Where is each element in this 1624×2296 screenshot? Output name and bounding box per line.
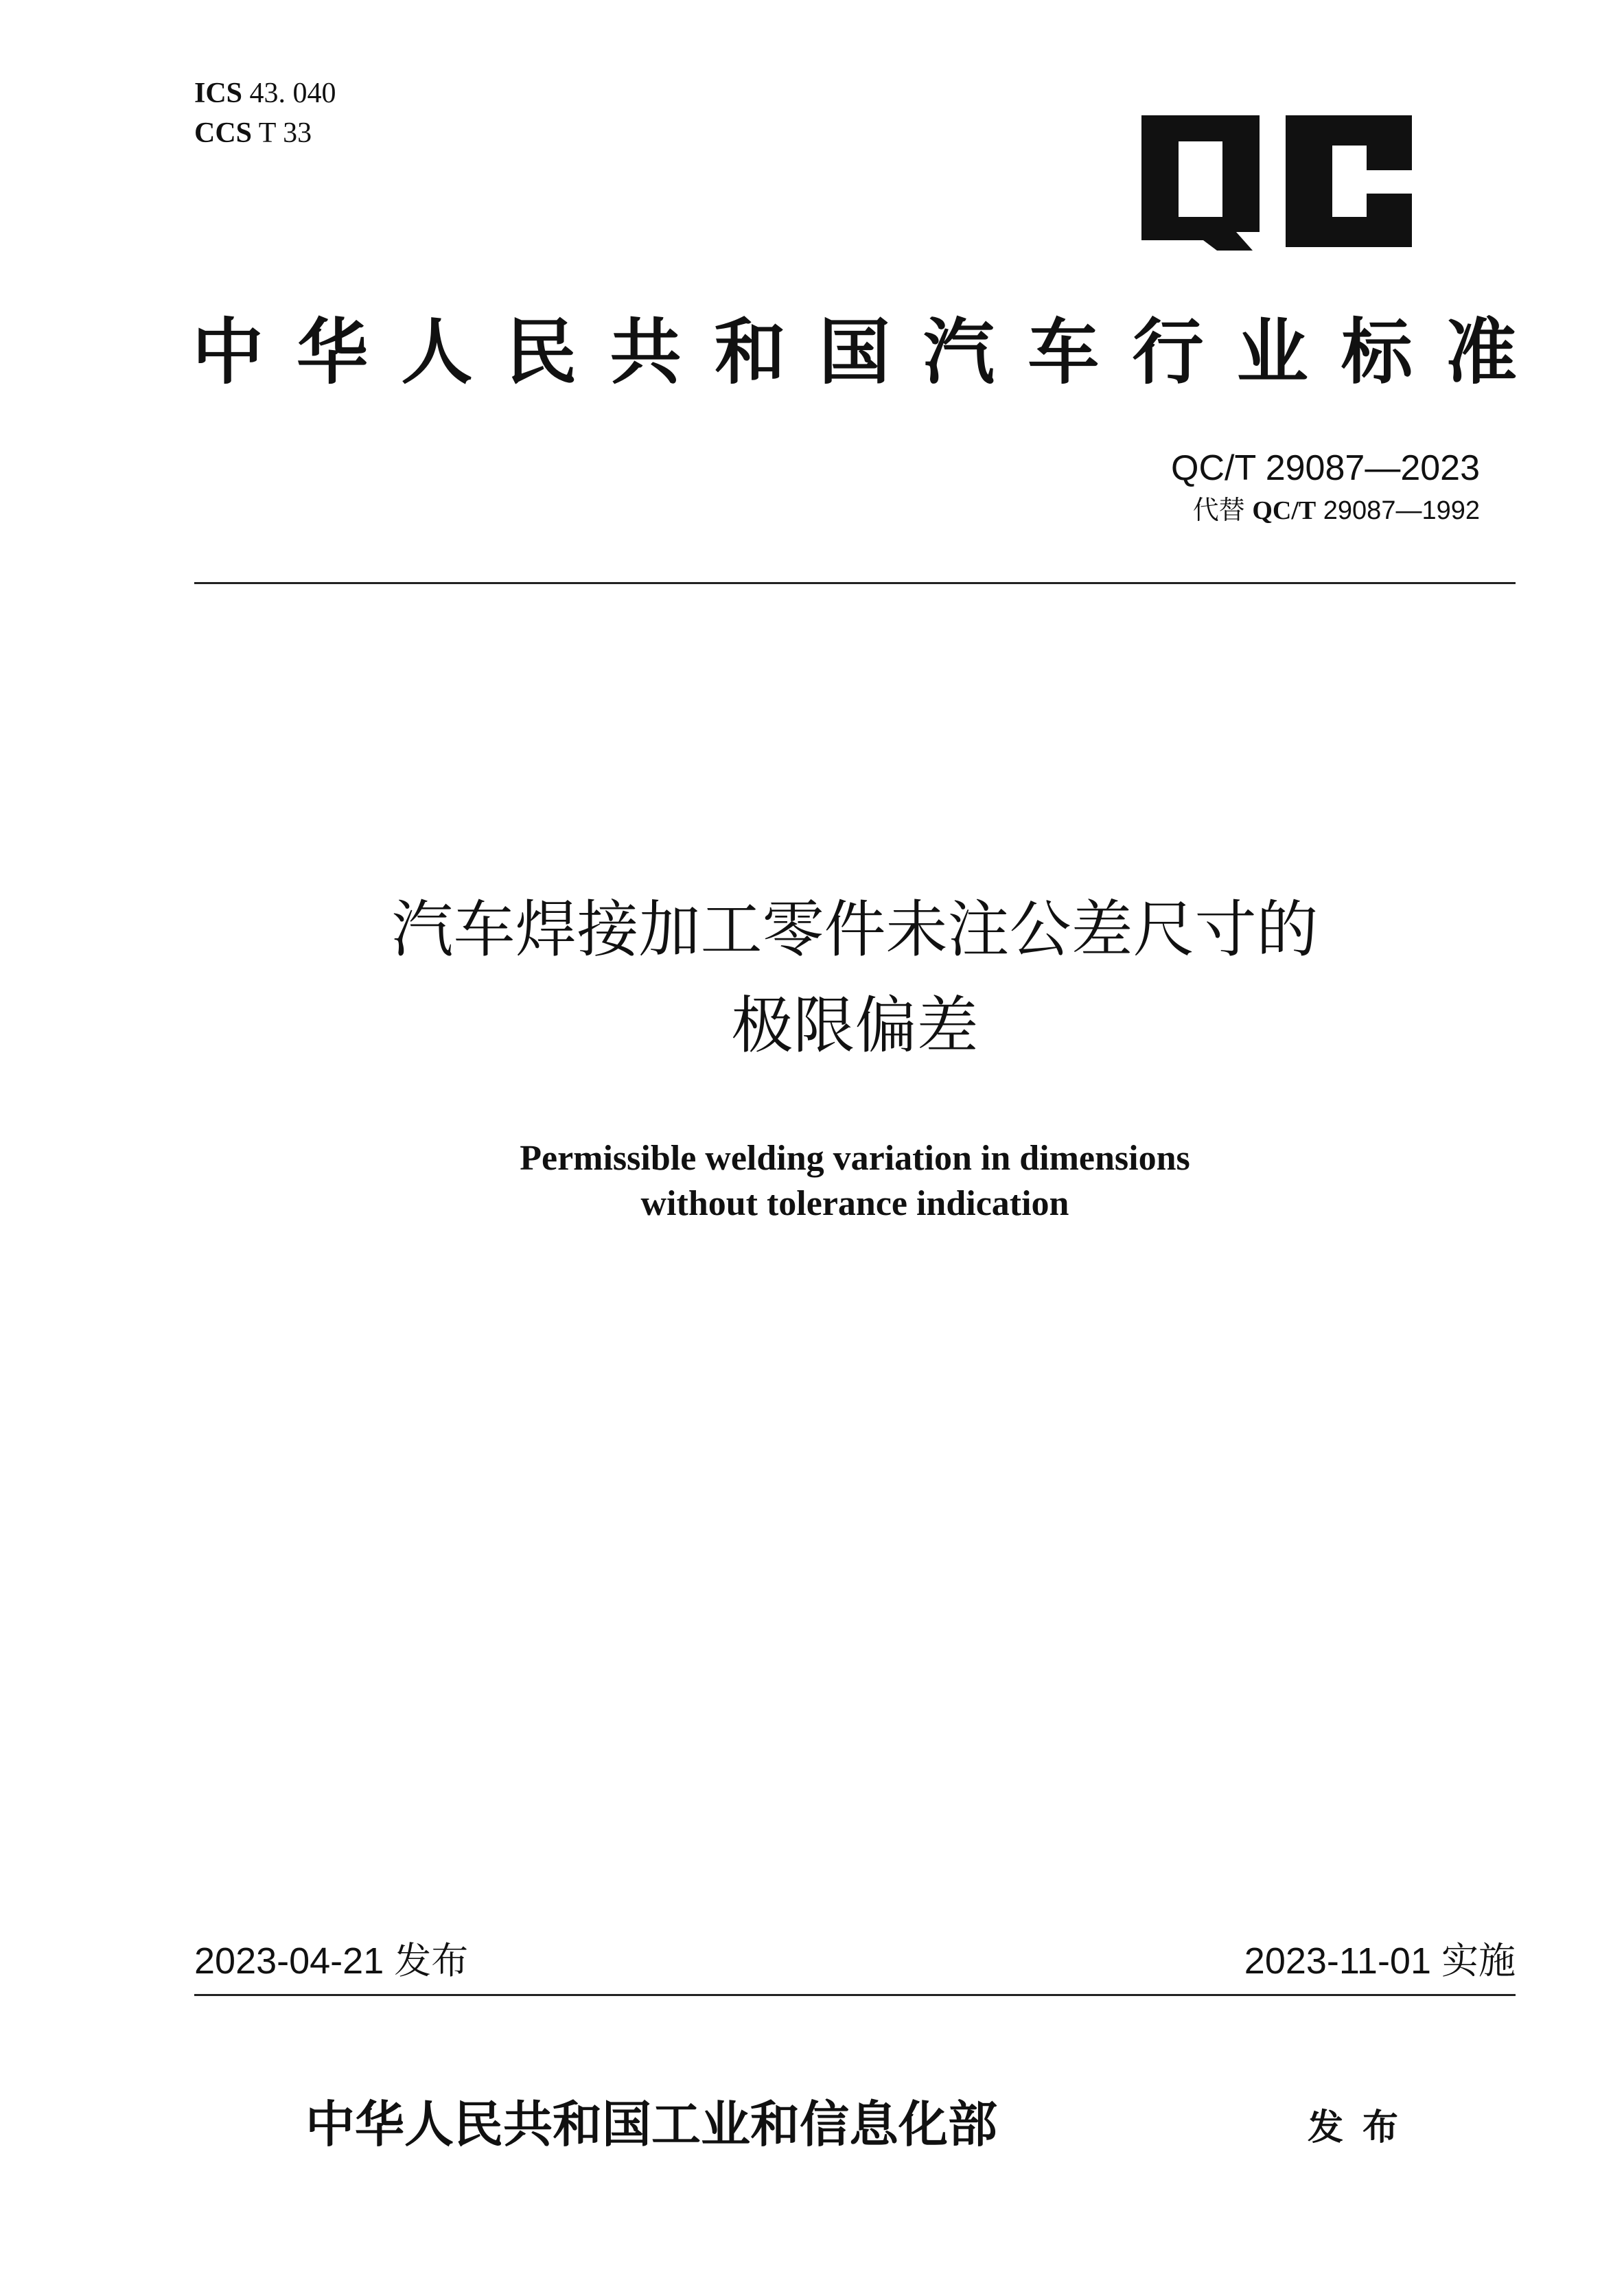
ccs-classification (194, 114, 312, 152)
top-divider (194, 582, 1516, 584)
replaces-standard (1193, 494, 1480, 527)
title-cn-line-2: 极限偏差 (731, 990, 979, 1062)
standard-category-title: 中华人民共和国汽车行业标准 (192, 310, 1517, 394)
ics-label: ICS (194, 78, 243, 109)
title-en-line-2: without tolerance indication (640, 1184, 1069, 1223)
bottom-divider (194, 1994, 1516, 1996)
qc-logo (1136, 110, 1417, 254)
standard-number: QC/T 29087—2023 (1171, 448, 1480, 488)
title-en-line-1: Permissible welding variation in dimensions (520, 1139, 1190, 1178)
implementation-date: 2023-11-01 实施 (1244, 1940, 1516, 1982)
document-title-chinese (194, 882, 1516, 1074)
document-title-english (194, 1136, 1516, 1227)
replaces-label: 代替 (1192, 496, 1245, 525)
ccs-label: CCS (194, 117, 253, 149)
publisher-name: 中华人民共和国工业和信息化部 (305, 2095, 998, 2153)
replaces-number: 29087—1992 (1323, 496, 1480, 525)
replaces-code: QC/T (1252, 496, 1316, 525)
issue-date: 2023-04-21 发布 (194, 1940, 469, 1982)
publisher-action: 发布 (1308, 2107, 1418, 2148)
ccs-code: T 33 (258, 117, 312, 149)
ics-code: 43. 040 (249, 78, 336, 109)
ics-classification (194, 74, 336, 113)
title-cn-line-1: 汽车焊接加工零件未注公差尺寸的 (391, 894, 1319, 966)
